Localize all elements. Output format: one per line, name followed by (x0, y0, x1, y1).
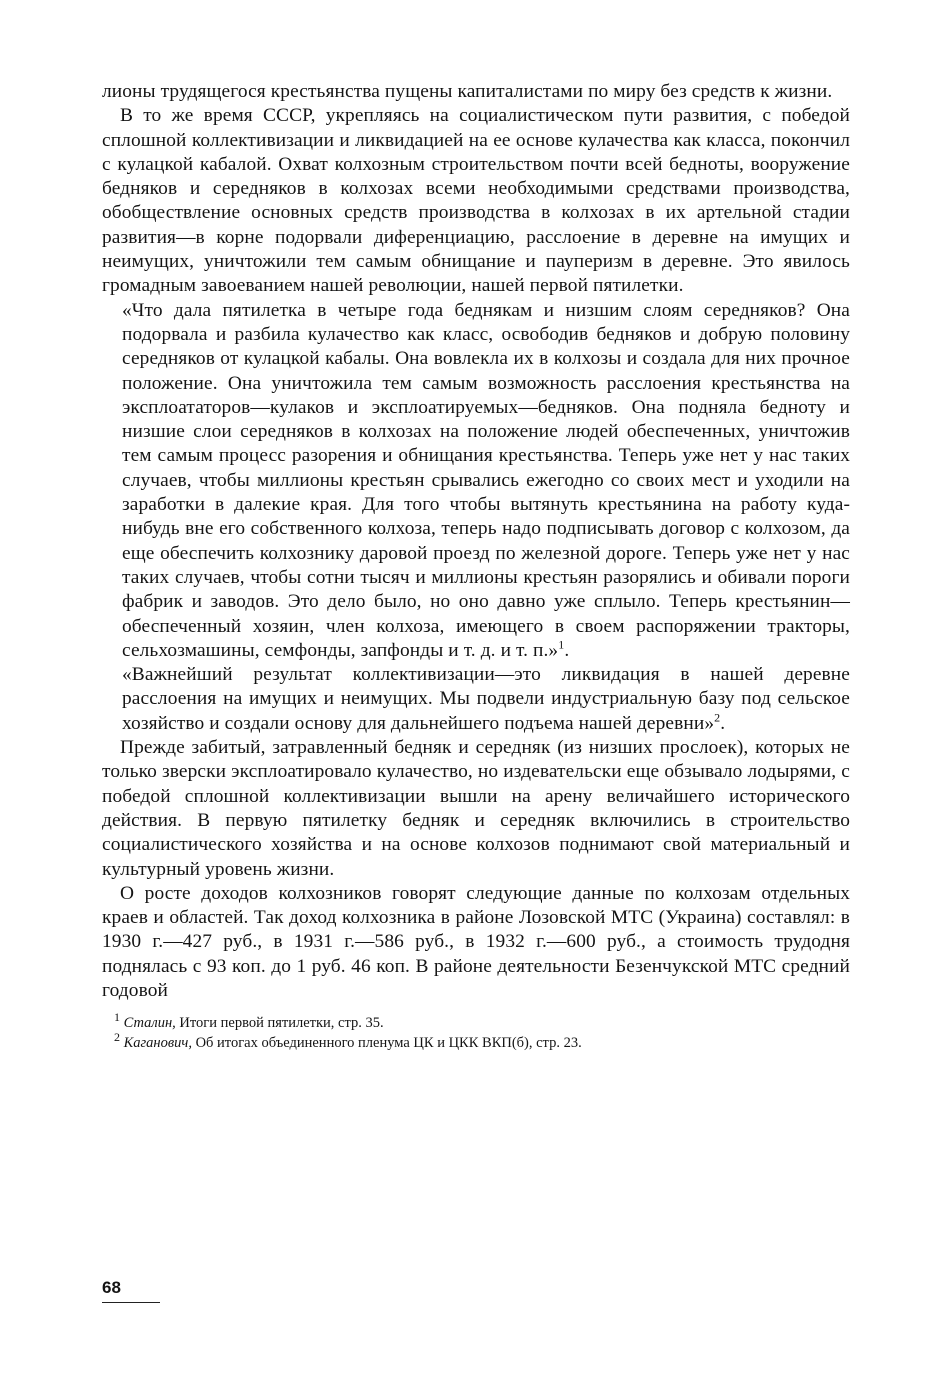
footnote-2 (114, 1030, 850, 1053)
paragraph-formerly-oppressed: Прежде забитый, затравленный бедняк и середняк (из низших прослоек), которых не только зверски эксплоатировало кулачество, но издевательски еще обзывало лодырями, с победой сплошной коллективизации вышли на арену величайшего исторического действия. В первую пятилетку бедняк и середняк включились в строительство социалистического хозяйства и на основе колхозов поднимают свой материальный и культурный уровень жизни. (102, 737, 850, 880)
footnote-1-mark: 1 (114, 1010, 120, 1025)
paragraph-ussr: В то же время СССР, укрепляясь на социалистическом пути развития, с победой сплошной коллективизации и ликвидацией на ее основе кулачества как класса, покончил с кулацкой кабалой. Охват колхозным строительством почти всей бедноты, вооружение бедняков и середняков в колхозах всеми необходимыми средствами производства, обобществление основных средств производства в колхозах в их артельной стадии развития—в корне подорвали диференциацию, расслоение в деревне на имущих и неимущих, уничтожили тем самым обнищание и пауперизм в деревне. Это явилось громадным завоеванием нашей революции, нашей первой пятилетки. (102, 105, 850, 297)
quote-kaganovich-text: «Важнейший результат коллективизации—это ликвидация в нашей деревне расслоения на имущих и неимущих. Мы подвели индустриальную базу под сельское хозяйство и создали основу для дальнейшего подъема нашей деревни» (122, 664, 850, 734)
page-number: 68 (102, 1278, 121, 1297)
footnote-2-mark: 2 (114, 1030, 120, 1045)
paragraph-income-growth: О росте доходов колхозников говорят следующие данные по колхозам отдельных краев и областей. Так доход колхозника в районе Лозовской МТС (Украина) составлял: в 1930 г.—427 руб., в 1931 г.—586 руб., в 1932 г.—600 руб., а стоимость трудодня поднялась с 93 коп. до 1 руб. 46 коп. В районе деятельности Безенчукской МТС средний годовой (102, 882, 850, 1001)
footnote-1-text: Итоги первой пятилетки, стр. 35. (175, 1015, 384, 1032)
footnotes (102, 1010, 850, 1053)
quote-stalin: «Что дала пятилетка в четыре года беднякам и низшим слоям середняков? Она подорвала и разбила кулачество как класс, освободив бедняков и добрую половину середняков от кулацкой кабалы. Она вовлекла их в колхозы и создала для них прочное положение. Она уничтожила тем самым возможность расслоения крестьянства на эксплоататоров—кулаков и эксплоатируемых—бедняков. Она подняла бедноту и низшие слои середняков в колхозах на положение людей обеспеченных, уничтожив тем самым процесс разорения и обнищания крестьянства. Теперь уже нет у нас таких случаев, чтобы миллионы крестьян срывались ежегодно со своих мест и уходили на заработки в далекие края. Для того чтобы вытянуть крестьянина на работу куда-нибудь вне его собственного колхоза, теперь надо подписывать договор с колхозом, да еще обеспечить колхознику даровой проезд по железной дороге. Теперь уже нет у нас таких случаев, чтобы сотни тысяч и миллионы крестьян разорялись и обивали пороги фабрик и заводов. Это дело было, но оно давно уже сплыло. Теперь крестьянин—обеспеченный хозяин, член колхоза, имеющего в своем распоряжении тракторы, сельхозмашины, семфонды, запфонды и т. д. и т. п.»$^1$. (122, 299, 850, 661)
page-body (102, 80, 850, 1053)
page-number-rule (102, 1302, 160, 1303)
footnote-2-text: Об итогах объединенного пленума ЦК и ЦКК ВКП(б), стр. 23. (191, 1035, 582, 1052)
quote-stalin-text: «Что дала пятилетка в четыре года беднякам и низшим слоям середняков? Она подорвала и разбила кулачество как класс, освободив бедняков и добрую половину середняков от кулацкой кабалы. Она вовлекла их в колхозы и создала для них прочное положение. Она уничтожила тем самым возможность расслоения крестьянства на эксплоататоров—кулаков и эксплоатируемых—бедняков. Она подняла бедноту и низшие слои середняков в колхозах на положение людей обеспеченных, уничтожив тем самым процесс разорения и обнищания крестьянства. Теперь уже нет у нас таких случаев, чтобы миллионы крестьян срывались ежегодно со своих мест и уходили на заработки в далекие края. Для того чтобы вытянуть крестьянина на работу куда-нибудь вне его собственного колхоза, теперь надо подписывать договор с колхозом, да еще обеспечить колхознику даровой проезд по железной дороге. Теперь уже нет у нас таких случаев, чтобы сотни тысяч и миллионы крестьян разорялись и обивали пороги фабрик и заводов. Это дело было, но оно давно уже сплыло. Теперь крестьянин—обеспеченный хозяин, член колхоза, имеющего в своем распоряжении тракторы, сельхозмашины, семфонды, запфонды и т. д. и т. п.» (122, 299, 850, 661)
quote-kaganovich: «Важнейший результат коллективизации—это ликвидация в нашей деревне расслоения на имущих и неимущих. Мы подвели индустриальную базу под сельское хозяйство и создали основу для дальнейшего подъема нашей деревни»$^2$. (122, 664, 850, 734)
footnote-1-author: Сталин, (123, 1015, 176, 1032)
paragraph-continuation: лионы трудящегося крестьянства пущены капиталистами по миру без средств к жизни. (102, 81, 833, 102)
footnote-1 (114, 1010, 850, 1033)
footnote-ref-2: 2 (714, 710, 721, 725)
footnote-2-author: Каганович, (123, 1035, 192, 1052)
footnote-ref-1: 1 (558, 637, 565, 652)
